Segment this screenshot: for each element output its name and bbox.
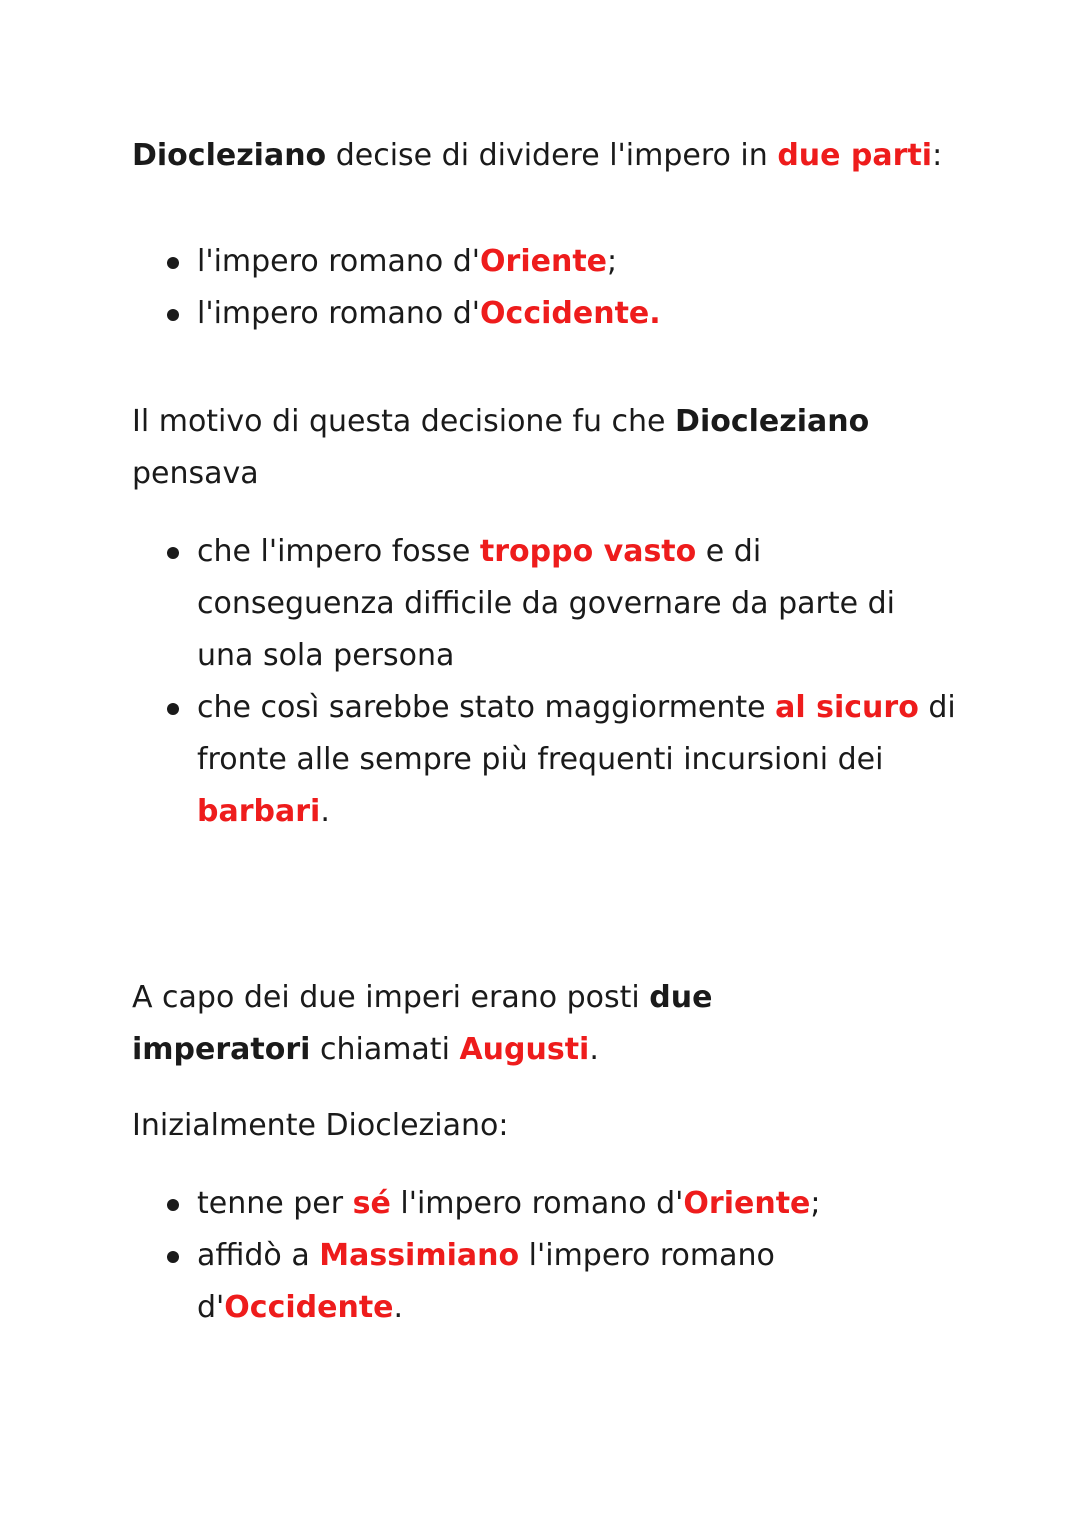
paragraph-augusti [132,972,892,1076]
list-item [160,1230,860,1334]
term-due-imperatori: due imperatori [132,980,713,1067]
item-text: . [393,1290,404,1325]
highlight-barbari: barbari [197,794,321,829]
list-item [160,1178,860,1230]
paragraph-text: : [932,138,943,173]
term-diocleziano: Diocleziano [132,138,327,173]
item-text: ; [810,1186,821,1221]
highlight-oriente: Oriente [480,244,608,279]
paragraph-motivo [132,396,892,500]
bullet-icon [167,703,179,715]
highlight-due-parti: due parti [777,138,933,173]
term-diocleziano: Diocleziano [675,404,870,439]
item-text: ; [607,244,618,279]
item-text: tenne per [197,1186,353,1221]
bullet-icon [167,257,179,269]
paragraph-text: Inizialmente Diocleziano: [132,1108,509,1143]
paragraph-text: A capo dei due imperi erano posti [132,980,650,1015]
bullet-icon [167,309,179,321]
item-text: l'impero romano d' [390,1186,684,1221]
item-text: affidò a [197,1238,320,1273]
item-text: l'impero romano d' [197,1238,775,1325]
highlight-troppo-vasto: troppo vasto [479,534,697,569]
paragraph-text: Il motivo di questa decisione fu che [132,404,676,439]
item-text: che l'impero fosse [197,534,480,569]
item-text: e di conseguenza difficile da governare da parte di una sola persona [197,534,895,673]
highlight-se: sé [352,1186,391,1221]
highlight-occidente: Occidente. [480,296,661,331]
list-empires [160,236,960,340]
list-item [160,682,960,838]
list-item [160,288,960,340]
list-item [160,236,960,288]
paragraph-text: pensava [132,456,259,491]
paragraph-division [132,130,962,182]
highlight-augusti: Augusti [459,1032,590,1067]
highlight-oriente: Oriente [683,1186,811,1221]
item-text: che così sarebbe stato maggiormente [197,690,776,725]
paragraph-text: decise di dividere l'impero in [326,138,778,173]
paragraph-inizialmente [132,1100,962,1152]
item-text: l'impero romano d' [197,244,481,279]
highlight-al-sicuro: al sicuro [775,690,919,725]
list-reasons [160,526,960,838]
paragraph-text: chiamati [310,1032,460,1067]
item-text: l'impero romano d' [197,296,481,331]
paragraph-text: . [589,1032,599,1067]
item-text: . [320,794,330,829]
highlight-massimiano: Massimiano [319,1238,520,1273]
list-item [160,526,960,682]
bullet-icon [167,1251,179,1263]
list-initial-division [160,1178,860,1334]
bullet-icon [167,547,179,559]
item-text: di fronte alle sempre più frequenti incursioni dei [197,690,956,777]
highlight-occidente: Occidente [224,1290,394,1325]
bullet-icon [167,1199,179,1211]
